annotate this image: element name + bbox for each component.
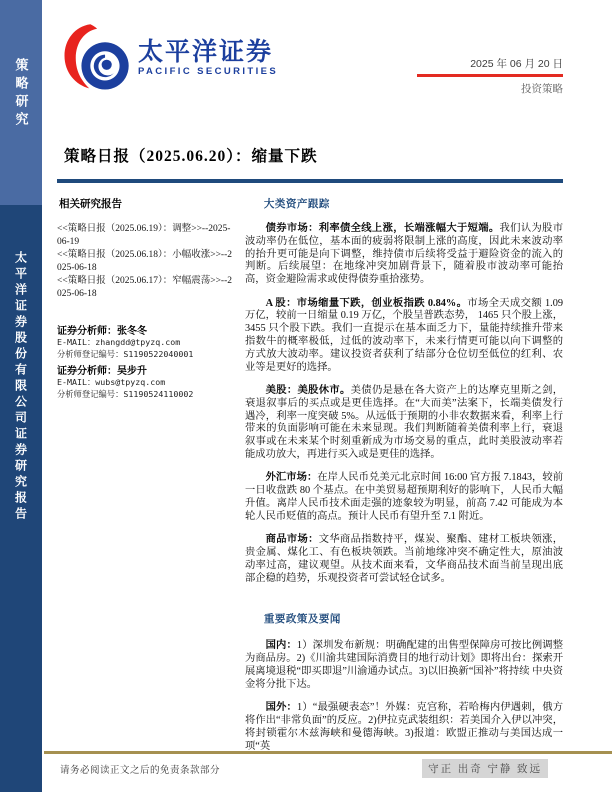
report-date: 2025 年 06 月 20 日 — [470, 58, 563, 70]
paragraph-body: 文华商品指数持平，煤炭、聚酯、建材工板块领涨，贵金属、煤化工、有色板块领跌。当前地缘冲突不确定性大，原油波动率过高，建议观望。从技术面来看，文华商品技术面当前呈现出底部企稳的趋势，乐观投资者可尝试轻仓试多。 — [245, 534, 564, 584]
related-reports-heading: 相关研究报告 — [59, 199, 122, 210]
footer-divider — [44, 751, 612, 754]
analyst-email: E-MAIL：wubs@tpyzq.com — [57, 377, 166, 388]
paragraph-a-shares — [245, 298, 563, 375]
left-column — [57, 192, 235, 764]
paragraph-domestic-news — [245, 640, 563, 691]
report-title: 策略日报（2025.06.20）：缩量下跌 — [64, 148, 318, 165]
header-right — [417, 56, 563, 96]
paragraph-bond-market — [245, 223, 563, 287]
sidebar-top-band — [0, 0, 42, 205]
sidebar-bottom-band — [0, 205, 42, 792]
analyst-name: 证券分析师：张冬冬 — [57, 326, 147, 338]
paragraph-body: 1）“最强硬表态”！外媒：克宫称，若哈梅内伊遇刺，俄方将作出“非常负面”的反应。2)伊拉克武装组织：若美国介入伊以冲突，将封锁霍尔木兹海峡和曼德海峡。3)报道：欧盟正推动与美国达成一项“英 — [245, 702, 563, 752]
paragraph-fx-market — [245, 472, 563, 523]
related-report-item: <<策略日报（2025.06.19）：调整>>--2025-06-19 — [57, 224, 231, 247]
pacific-securities-logo — [60, 22, 278, 94]
paragraph-lead: 商品市场： — [265, 534, 319, 546]
analyst-email: E-MAIL：zhangdd@tpyzq.com — [57, 337, 181, 348]
report-category: 投资策略 — [521, 83, 563, 95]
brand-text — [138, 39, 278, 76]
footer-motto: 守正 出奇 宁静 致远 — [422, 759, 548, 778]
brand-name-en: PACIFIC SECURITIES — [138, 65, 279, 77]
paragraph-lead: A 股：市场缩量下跌，创业板指跌 0.84%。 — [265, 297, 468, 309]
paragraph-body: 美债仍是悬在各大资产上的达摩克里斯之剑，衰退叙事后的买点或是更佳选择。在“大而美”法案下，长端美债发行遇冷，利率一度突破 5%。从远低于预期的小非农数据来看，利率上行带来的负面影响可能在未来显现。我们判断随着美债利率上行，衰退叙事或在未来某个时刻重新成为市场交易的重点，此时美股波动率若能成功放大，再进行买入或是更佳的选择。 — [245, 384, 564, 460]
paragraph-body: 1）深圳发布新规：明确配建的出售型保障房可按比例调整为商品房。2)《川渝共建国际消费目的地行动计划》即将出台：探索开展离境退税“即买即退”川渝通办试点。3)以旧换新“国补”将持续 中央资金将分批下达。 — [245, 640, 563, 690]
paragraph-us-stocks — [245, 385, 563, 462]
sidebar-company-label: 太平洋证券股份有限公司证券研究报告 — [13, 251, 28, 523]
paragraph-foreign-news — [245, 702, 563, 753]
paragraph-commodity-market — [245, 534, 563, 585]
sidebar-strategy-research-label: 策略研究 — [13, 58, 29, 130]
analyst-name: 证券分析师：吴步升 — [57, 366, 147, 378]
paragraph-lead: 美股：美股休市。 — [265, 384, 351, 396]
paragraph-body: 市场全天成交额 1.09 万亿，较前一日缩量 0.19 万亿，个股呈普跌态势， 1465 只个股上涨，3455 只个股下跌。我们一直提示在基本面乏力下，量能持续推升带来指数牛的概率极低，过低的波动率下，未来行情更可能以向下调整的方式放大波动率。建议投资者获利了结部分仓位切至低位的红利、农业等是更好的选择。 — [245, 297, 563, 373]
paragraph-body: 在岸人民币兑美元北京时间 16:00 官方报 7.1843，较前一日收盘跌 80 个基点。在中美贸易超预期利好的影响下，人民币大幅升值。离岸人民币技术面走强的迹象较为明显，前高 7.42 可能成为本轮人民币贬值的高点。预计人民币有望升至 7.1 附近。 — [245, 472, 564, 522]
related-report-item: <<策略日报（2025.06.18）：小幅收涨>>--2025-06-18 — [57, 250, 233, 273]
related-report-item: <<策略日报（2025.06.17）：窄幅震荡>>--2025-06-18 — [57, 276, 233, 299]
main-column — [245, 192, 563, 764]
paragraph-lead: 债券市场：利率债全线上涨，长端涨幅大于短端。 — [265, 223, 500, 234]
title-divider — [57, 179, 563, 183]
analyst-registration-number: 分析师登记编号：S1190524110002 — [57, 389, 194, 400]
paragraph-body: 我们认为股市波动率仍在低位，基本面的疲弱将限制上涨的高度，因此未来波动率的抬升更可能是向下调整，维持债市后续将受益于避险资金的流入的判断。后续展望：在地缘冲突加剧背景下，随着股市波动率可能抬高，资金避险需求或使得债券重拾涨势。 — [245, 223, 564, 286]
pacific-logo-icon — [60, 22, 132, 94]
footer-disclaimer: 请务必阅读正文之后的免责条款部分 — [60, 766, 221, 776]
section-heading-asset-tracking: 大类资产跟踪 — [263, 199, 330, 210]
brand-name-cn: 太平洋证券 — [138, 38, 274, 67]
paragraph-lead: 外汇市场： — [265, 472, 318, 484]
paragraph-lead: 国内： — [265, 640, 297, 652]
content-columns — [57, 192, 563, 764]
analyst-registration-number: 分析师登记编号：S1190522040001 — [57, 348, 194, 359]
section-heading-policy-news: 重要政策及要闻 — [263, 614, 341, 626]
paragraph-lead: 国外： — [265, 702, 298, 714]
analysts-block — [57, 322, 235, 400]
